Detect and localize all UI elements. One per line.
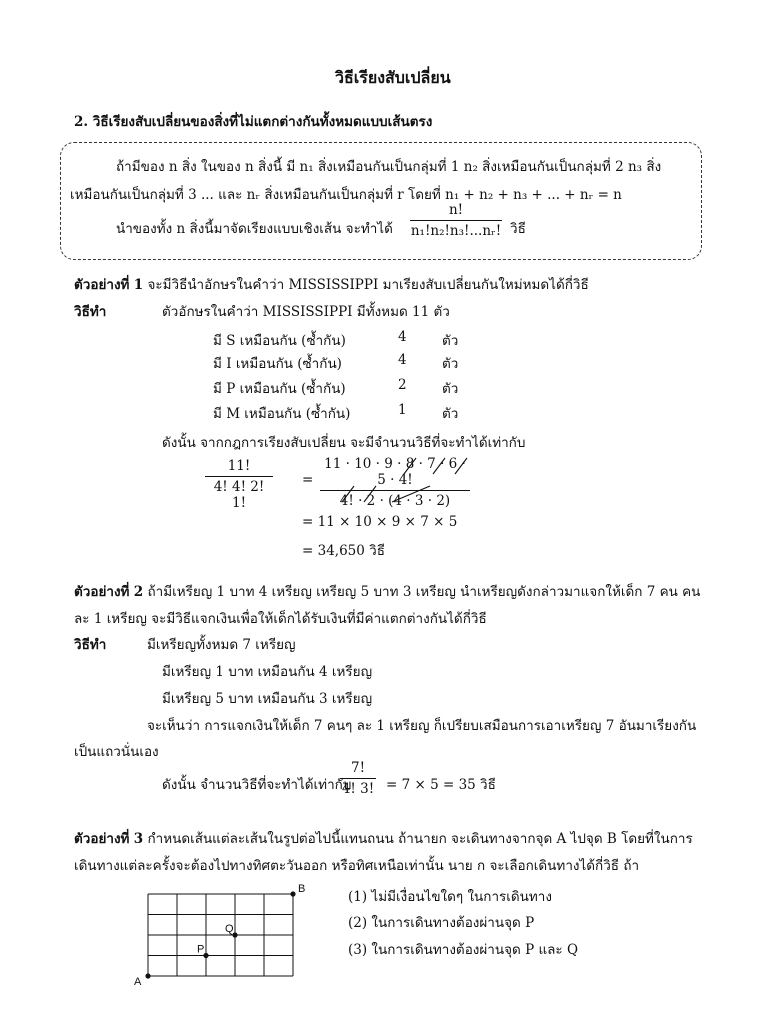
- example3-number: 3: [133, 831, 144, 847]
- example1-row-count: 2: [398, 377, 407, 393]
- definition-fraction-denominator: n₁!n₂!n₃!...nᵣ!: [410, 223, 502, 239]
- example1-right-denominator: 4! · 2 · (4 · 3 · 2): [339, 493, 451, 509]
- example1-step3: = 34,650 วิธี: [302, 543, 385, 559]
- section-heading: 2. วิธีเรียงสับเปลี่ยนของสิ่งที่ไม่แตกต่างกันทั้งหมดแบบเส้นตรง: [74, 114, 433, 130]
- example1-row-text: มี P เหมือนกัน (ซ้ำกัน): [213, 381, 346, 397]
- example1-row-unit: ตัว: [442, 406, 459, 422]
- example1-left-numerator: 11!: [227, 458, 251, 474]
- example3-condition: (1) ไม่มีเงื่อนไขใดๆ ในการเดินทาง: [348, 889, 552, 905]
- definition-line-1: ถ้ามีของ n สิ่ง ในของ n สิ่งนี้ มี n₁ สิ่งเหมือนกันเป็นกลุ่มที่ 1 n₂ สิ่งเหมือนกันเป็นกลุ่มที่ 2 n₃ สิ่ง: [116, 159, 662, 175]
- page-title: วิธีเรียงสับเปลี่ยน: [335, 68, 451, 87]
- definition-unit: วิธี: [510, 221, 526, 237]
- example2-line1: มีเหรียญทั้งหมด 7 เหรียญ: [147, 637, 296, 653]
- example2-question-line1: ถ้ามีเหรียญ 1 บาท 4 เหรียญ เหรียญ 5 บาท 3 เหรียญ นำเหรียญดังกล่าวมาแจกให้เด็ก 7 คน คน: [147, 584, 701, 600]
- example1-row-unit: ตัว: [442, 356, 459, 372]
- point-b-dot: [290, 891, 295, 896]
- example1-row-count: 1: [398, 402, 407, 418]
- example1-question: จะมีวิธีนำอักษรในคำว่า MISSISSIPPI มาเรียงสับเปลี่ยนกันใหม่หมดได้กี่วิธี: [147, 277, 589, 293]
- example1-left-denominator: 4! 4! 2! 1!: [213, 479, 265, 511]
- definition-line-2: เหมือนกันเป็นกลุ่มที่ 3 ... และ nᵣ สิ่งเหมือนกันเป็นกลุ่มที่ r โดยที่ n₁ + n₂ + n₃ + ... + nᵣ = n: [70, 187, 622, 203]
- point-q-label: Q: [225, 923, 234, 935]
- point-a-label: A: [134, 976, 142, 988]
- example2-fraction-numerator: 7!: [350, 760, 365, 776]
- cancellation-marks: [320, 452, 480, 508]
- example1-solution-label: วิธีทำ: [74, 304, 107, 320]
- example1-row-text: มี S เหมือนกัน (ซ้ำกัน): [213, 333, 346, 349]
- example1-heading: [74, 273, 589, 295]
- point-b-label: B: [298, 883, 306, 895]
- example1-right-numerator: 11 · 10 · 9 · 8 · 7 · 6 · 5 · 4!: [324, 456, 466, 488]
- example1-step2: = 11 × 10 × 9 × 7 × 5: [302, 514, 458, 530]
- example1-row-count: 4: [398, 352, 407, 368]
- example2-question-line2: ละ 1 เหรียญ จะมีวิธีแจกเงินเพื่อให้เด็กได้รับเงินที่มีค่าแตกต่างกันได้กี่วิธี: [74, 611, 487, 627]
- definition-line-3: นำของทั้ง n สิ่งนี้มาจัดเรียงแบบเชิงเส้น จะทำได้: [116, 221, 393, 237]
- example2-result: = 7 × 5 = 35 วิธี: [386, 777, 496, 793]
- example2-line2: มีเหรียญ 1 บาท เหมือนกัน 4 เหรียญ: [162, 664, 373, 680]
- example2-line4: จะเห็นว่า การแจกเงินให้เด็ก 7 คนๆ ละ 1 เหรียญ ก็เปรียบเสมือนการเอาเหรียญ 7 อันมาเรียงกัน: [147, 718, 697, 734]
- example3-heading: [74, 827, 693, 849]
- example3-condition: (2) ในการเดินทางต้องผ่านจุด P: [348, 915, 535, 931]
- example1-left-fraction: [205, 458, 273, 511]
- example2-line3: มีเหรียญ 5 บาท เหมือนกัน 3 เหรียญ: [162, 691, 373, 707]
- street-grid-diagram: [128, 880, 318, 990]
- example2-solution-label: วิธีทำ: [74, 637, 107, 653]
- example2-number: 2: [133, 584, 144, 600]
- example1-label: ตัวอย่างที่: [74, 277, 130, 293]
- example1-intro: ตัวอักษรในคำว่า MISSISSIPPI มีทั้งหมด 11 ตัว: [162, 304, 450, 320]
- example2-label: ตัวอย่างที่: [74, 584, 130, 600]
- example1-number: 1: [133, 277, 144, 293]
- example3-condition: (3) ในการเดินทางต้องผ่านจุด P และ Q: [348, 942, 579, 958]
- example1-row-count: 4: [398, 329, 407, 345]
- example1-row-text: มี I เหมือนกัน (ซ้ำกัน): [213, 356, 342, 372]
- point-a-dot: [145, 973, 150, 978]
- example3-label: ตัวอย่างที่: [74, 831, 130, 847]
- example1-conclusion: ดังนั้น จากกฎการเรียงสับเปลี่ยน จะมีจำนวนวิธีที่จะทำได้เท่ากับ: [162, 435, 526, 451]
- example1-equals: =: [302, 472, 314, 488]
- grid-lines: [148, 894, 293, 976]
- example1-row-unit: ตัว: [442, 333, 459, 349]
- example3-question-line1: กำหนดเส้นแต่ละเส้นในรูปต่อไปนี้แทนถนน ถ้านายก จะเดินทางจากจุด A ไปจุด B โดยที่ในการ: [147, 831, 693, 847]
- example3-question-line2: เดินทางแต่ละครั้งจะต้องไปทางทิศตะวันออก หรือทิศเหนือเท่านั้น นาย ก จะเลือกเดินทางได้กี่วิธี ถ้า: [74, 858, 640, 874]
- definition-fraction: [410, 202, 502, 239]
- definition-fraction-numerator: n!: [448, 202, 464, 218]
- example1-row-text: มี M เหมือนกัน (ซ้ำกัน): [213, 406, 351, 422]
- example2-fraction: [340, 760, 376, 797]
- point-p-label: P: [197, 943, 205, 956]
- example1-row-unit: ตัว: [442, 381, 459, 397]
- example2-fraction-denominator: 4! 3!: [341, 781, 375, 797]
- example2-heading: [74, 580, 700, 602]
- example2-conclusion: ดังนั้น จำนวนวิธีที่จะทำได้เท่ากับ: [162, 777, 352, 793]
- example2-line5: เป็นแถวนั่นเอง: [74, 744, 159, 760]
